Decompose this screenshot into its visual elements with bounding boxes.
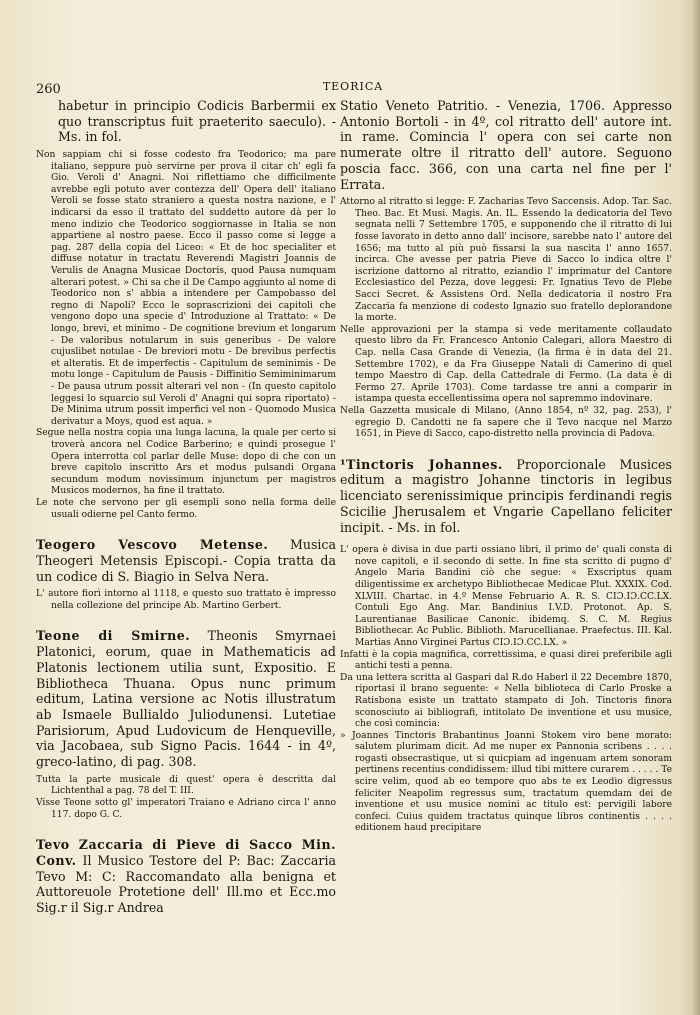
left-column bbox=[36, 98, 336, 916]
entry-text: Il Musico Testore del P: Bac: Zaccaria Tevo M: C: Raccomandato alla benigna et Auttoreuole Protetione dell' Ill.mo et Ecc.mo Sig.r il Sig.r Andrea bbox=[36, 852, 336, 915]
commentary-note: Visse Teone sotto gl' imperatori Traiano e Adriano circa l' anno 117. dopo G. C. bbox=[36, 797, 336, 820]
entry-heading: Tevo Zaccaria di Pieve di Sacco Min. Conv. bbox=[36, 837, 336, 868]
commentary-note: L' opera è divisa in due parti ossiano libri, il primo de' quali consta di nove capitoli, e il secondo di sette. In fine sta scritto di pugno d' Angelo Maria Bandini ciò che segue: « Exscriptus quam diligentissime ex archetypo Bibliothecae Medicae Plut. XXXIX. Cod. XLVIII. Chartac. in 4.º Mense Februario A. R. S. CIƆ.IƆ.CC.LX. Contuli Ego Ang. Mar. Bandinius I.V.D. Protonot. Ap. S. Laurentianae Basilicae Canonic. ibidemq. S. C. M. Regius Bibliothecar. Ac Public. Biblioth. Marucellianae. Praefectus. III. Kal. Martias Anno Virginei Partus CIƆ.IƆ.CC.LX. » bbox=[340, 545, 672, 648]
commentary-note: Nella Gazzetta musicale di Milano, (Anno 1854, nº 32, pag. 253), l' egregio D. Candotti ne fa sapere che il Tevo nacque nel Marzo 1651, in Pieve di Sacco, capo-distretto nella provincia di Padova. bbox=[340, 405, 672, 440]
entry-heading: ¹Tinctoris Johannes. bbox=[340, 456, 503, 472]
entry-heading: Teone di Smirne. bbox=[36, 628, 191, 644]
quoted-passage: » Joannes Tinctoris Brabantinus Joanni Stokem viro bene morato: salutem plurimam dicit. Ad me nuper ex Pannonia scribens . . . . rogasti obsecrastique, ut si quicpiam ad ingenuam artem sonoram pertinens recentius condidissem: illud tibi mittere curarem . . . . . Te scire velim, quod ab eo tempore quo abs te ex Leodio digressus feliciter Neapolim regressus sum, tractatum quemdam dei de inventione et usu musice nomini ac titulo est: pervigili labore confeci. Cuius quidem tractatus quinque libros continentis . . . . editionem haud precipitare bbox=[340, 730, 672, 834]
running-head: TEORICA bbox=[322, 80, 384, 93]
page-edge-shadow bbox=[692, 0, 700, 1015]
commentary-note: L' autore fiorì intorno al 1118, e questo suo trattato è impresso nella collezione del principe Ab. Martino Gerbert. bbox=[36, 589, 336, 611]
catalog-entry bbox=[340, 457, 672, 536]
entry-text: Theonis Smyrnaei Platonici, eorum, quae in Mathematicis ad Platonis lectionem utilia sunt, Expositio. E Bibliotheca Thuana. Opus nunc primum editum, Latina versione ac Notis illustratum ab Ismaele Bullialdo Juliodunensi. Lutetiae Parisiorum, Apud Ludovicum de Henqueville, via Jacobaea, sub Signo Pacis. 1644 - in 4º, greco-latino, di pag. 308. bbox=[36, 628, 336, 770]
catalog-entry bbox=[36, 837, 336, 916]
entry-text: Proporcionale Musices editum a magistro Johanne tinctoris in legibus licenciato serenissimique principis ferdinandi regis Scicilie Jherusalem et Vngarie Capellano feliciter incipit. - Ms. in fol. bbox=[340, 456, 672, 535]
commentary-note: Tutta la parte musicale di quest' opera è descritta dal Lichtenthal a pag. 78 del T. III. bbox=[36, 774, 336, 797]
page-number: 260 bbox=[36, 82, 61, 97]
commentary-note: Infatti è la copia magnifica, correttissima, e quasi direi preferibile agli antichi testi a penna. bbox=[340, 649, 672, 672]
commentary-note: Da una lettera scritta al Gaspari dal R.do Haberl il 22 Decembre 1870, riportasi il brano seguente: « Nella biblioteca di Carlo Proske a Ratisbona esiste un trattato stampato di Joh. Tinctoris finora sconosciuto ai bibliografi, intitolato De inventione et usu musice, che così comincia: bbox=[340, 672, 672, 730]
commentary-note: Nelle approvazioni per la stampa si vede meritamente collaudato questo libro da Fr. Francesco Antonio Calegari, allora Maestro di Cap. nella Casa Grande di Venezia, (la firma è in data del 21. Settembre 1702), e da Fra Giuseppe Natali di Camerino di quel tempo Maestro di Cap. della Cattedrale di Fermo. (La data è di Fermo 27. Aprile 1703). Come tardasse tre anni a comparir in istampa questa eccellentissima opera nol sapremmo indovinare. bbox=[340, 324, 672, 405]
page-header bbox=[36, 80, 670, 96]
entry-continuation: habetur in principio Codicis Barbermii ex quo transcriptus fuit praeterito saeculo). - Ms. in fol. bbox=[58, 98, 336, 145]
commentary-note: Non sappiam chi si fosse codesto fra Teodorico; ma pare italiano, seppure può servirne per prova il citar ch' egli fa Gio. Veroli d' Anagni. Noi riflettiamo che difficilmente avrebbe egli potuto aver contezza dell' Opera dell' italiano Veroli se fosse stato straniero a questa nostra nazione, e l' indicarsi da esso il trattato del suddetto autore dà per lo meno indizio che Teodorico soggiornasse in Italia se non appartiene al nostro paese. Ecco il passo come si legge a pag. 287 della copia del Liceo: « Et de hoc specialiter et diffuse notatur in tractatu Reverendi Magistri Joannis de Verulis de Anagna Musicae Doctoris, quod Pausa numquam alterari potest. » Chi sa che il De Campo aggiunto al nome di Teodorico non s' abbia a intendere per Campobasso del regno di Napoli? Ecco le soprascrizioni dei capitoli che vengono dopo una specie d' Introduzione al Trattato: « De longo, brevi, et minimo - De cognitione brevium et longarum - De valoribus notularum in suis generibus - De valore cujuslibet notulae - De breviori motu - De brevibus perfectis et alteratis. Et de imperfectis - Capitulum de seminimis - De motu longe - Capitulum de Pausis - Diffinitio Semiminimarum - De pausa utrum possit alterari vel non - (In questo capitolo leggesi lo squarcio sul Veroli d' Anagni qui sopra riportato) - De Minima utrum possit imperfici vel non - Quomodo Musica derivatur a Moys, quod est aqua. » bbox=[36, 150, 336, 427]
entry-heading: Teogero Vescovo Metense. bbox=[36, 537, 269, 553]
catalog-entry bbox=[36, 537, 336, 584]
catalog-entry bbox=[36, 628, 336, 769]
commentary-note: Le note che servono per gli esempli sono nella forma delle usuali odierne pel Canto fermo. bbox=[36, 497, 336, 520]
commentary-note: Attorno al ritratto si legge: F. Zacharias Tevo Saccensis. Adop. Tar. Sac. Theo. Bac. Et Musi. Magis. An. IL. Essendo la dedicatoria del Tevo segnata nelli 7 Settembre 1705, e supponendo che il ritratto di lui fosse lavorato in detto anno dall' incisore, sarebbe nato l' autore del 1656; ma tutto al più può fissarsi la sua nascita l' anno 1657. incirca. Che avesse per patria Pieve di Sacco lo indica oltre l' iscrizione dattorno al ritratto, eziandio l' imprimatur del Cantore Ecclesiastico del Pezza, dove leggesi: Fr. Ignatius Tevo de Plebe Sacci Secret. & Assistens Ord. Nella dedicatoria il nostro Fra Zaccaria fa menzione di codesto Ignazio suo fratello deplorandone la morte. bbox=[340, 197, 672, 324]
entry-text: Musica Theogeri Metensis Episcopi.- Copia tratta da un codice di S. Biagio in Selva Nera. bbox=[36, 537, 336, 584]
right-column bbox=[340, 98, 672, 835]
commentary-note: Segue nella nostra copia una lunga lacuna, la quale per certo si troverà ancora nel Codice Barberino; e quindi prosegue l' Opera interrotta col parlar delle Muse: dopo di che con un breve capitolo inscritto Ars et modus pulsandi Organa secundum modum novissimum injunctum per magistros Musicos modernos, ha fine il trattato. bbox=[36, 428, 336, 497]
entry-continuation: Statio Veneto Patritio. - Venezia, 1706. Appresso Antonio Bortoli - in 4º, col ritratto dell' autore int. in rame. Comincia l' opera con sei carte non numerate oltre il ritratto dell' autore. Seguono poscia facc. 366, con una carta nel fine per l' Errata. bbox=[340, 98, 672, 192]
